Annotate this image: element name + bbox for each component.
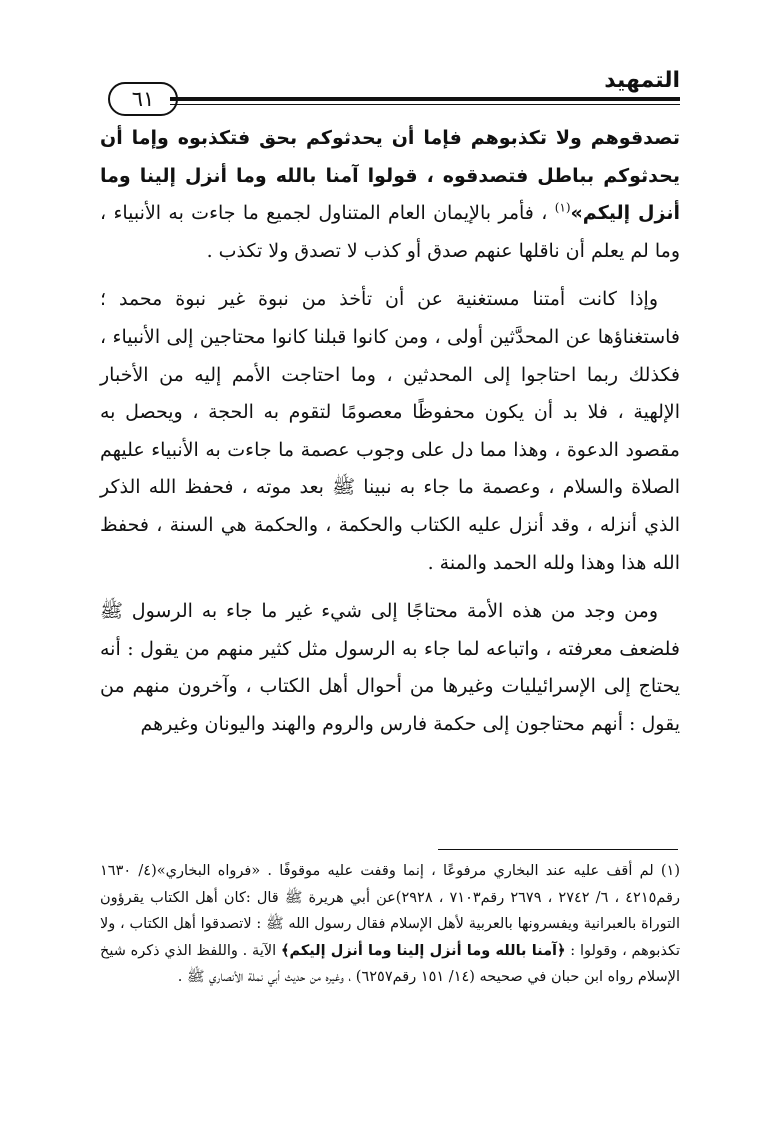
footnote-1 <box>100 858 680 991</box>
footnote-text: (١) لم أقف عليه عند البخاري مرفوعًا ، إنما وقفت عليه موقوفًا . «فرواه البخاري»(٤/ ١٦٣٠ رقم٤٢١٥ ، ٦/ ٢٧٤٢ ، ٢٦٧٩ رقم٧١٠٣ ، ٢٩٢٨)عن أبي هريرة ﷺ قال :كان أهل الكتاب يقرؤون التوراة بالعبرانية ويفسرونها بالعربية لأهل الإسلام فقال رسول الله ﷺ : لاتصدقوا أهل الكتاب ، ولا تكذبوهم ، وقولوا : <box>100 863 681 959</box>
paragraph-1 <box>100 120 680 270</box>
footnote-text-continuation: الآية . واللفظ الذي ذكره شيخ الإسلام رواه ابن حبان في صحيحه (١٤/ ١٥١ رقم٦٢٥٧) ، وغيره من حديث أبي نملة الأنصاري ﷺ . <box>100 942 680 985</box>
paragraph-2: وإذا كانت أمتنا مستغنية عن أن تأخذ من نبوة غير نبوة محمد ؛ فاستغناؤها عن المحدَّثين أولى ، ومن كانوا قبلنا كانوا محتاجين إلى الأنبياء ، فكذلك ربما احتاجوا إلى المحدثين ، وما احتاجت الأمم إليه من الأخبار الإلهية ، فلا بد أن يكون محفوظًا معصومًا لتقوم به الحجة ، ويحصل به مقصود الدعوة ، وهذا مما دل على وجوب عصمة ما جاءت به الأنبياء عليهم الصلاة والسلام ، وعصمة ما جاء به نبينا ﷺ بعد موته ، فحفظ الله الذكر الذي أنزله ، وقد أنزل عليه الكتاب والحكمة ، والحكمة هي السنة ، فحفظ الله هذا وهذا ولله الحمد والمنة . <box>100 288 680 574</box>
page-header <box>100 66 680 110</box>
footnote <box>100 858 680 991</box>
paragraph-1-continuation: ، فأمر بالإيمان العام المتناول لجميع ما جاءت به الأنبياء ، وما لم يعلم أن ناقلها عنهم صدق أو كذب لا تصدق ولا تكذب . <box>100 202 680 262</box>
header-rule-thin <box>170 104 680 105</box>
running-title: التمهيد <box>604 68 680 93</box>
footnote-marker: (١) <box>554 200 571 215</box>
hadith-quote: تصدقوهم ولا تكذبوهم فإما أن يحدثوكم بحق فتكذبوه وإما أن يحدثوكم بباطل فتصدقوه ، قولوا آمنا بالله وما أنزل إلينا وما أنزل إليكم» <box>100 127 680 225</box>
header-rule-thick <box>170 97 680 101</box>
page-number: ٦١ <box>108 82 178 116</box>
main-text <box>100 120 680 755</box>
footnote-separator <box>438 849 678 850</box>
paragraph-3: ومن وجد من هذه الأمة محتاجًا إلى شيء غير ما جاء به الرسول ﷺ فلضعف معرفته ، واتباعه لما جاء به الرسول مثل كثير منهم من يقول : أنه يحتاج إلى الإسرائيليات وغيرها من أحوال أهل الكتاب ، وآخرون منهم من يقول : أنهم محتاجون إلى حكمة فارس والروم والهند واليونان وغيرهم <box>100 600 680 735</box>
footnote-quran-quote: ﴿آمنا بالله وما أنزل إلينا وما أنزل إليكم﴾ <box>280 942 566 959</box>
